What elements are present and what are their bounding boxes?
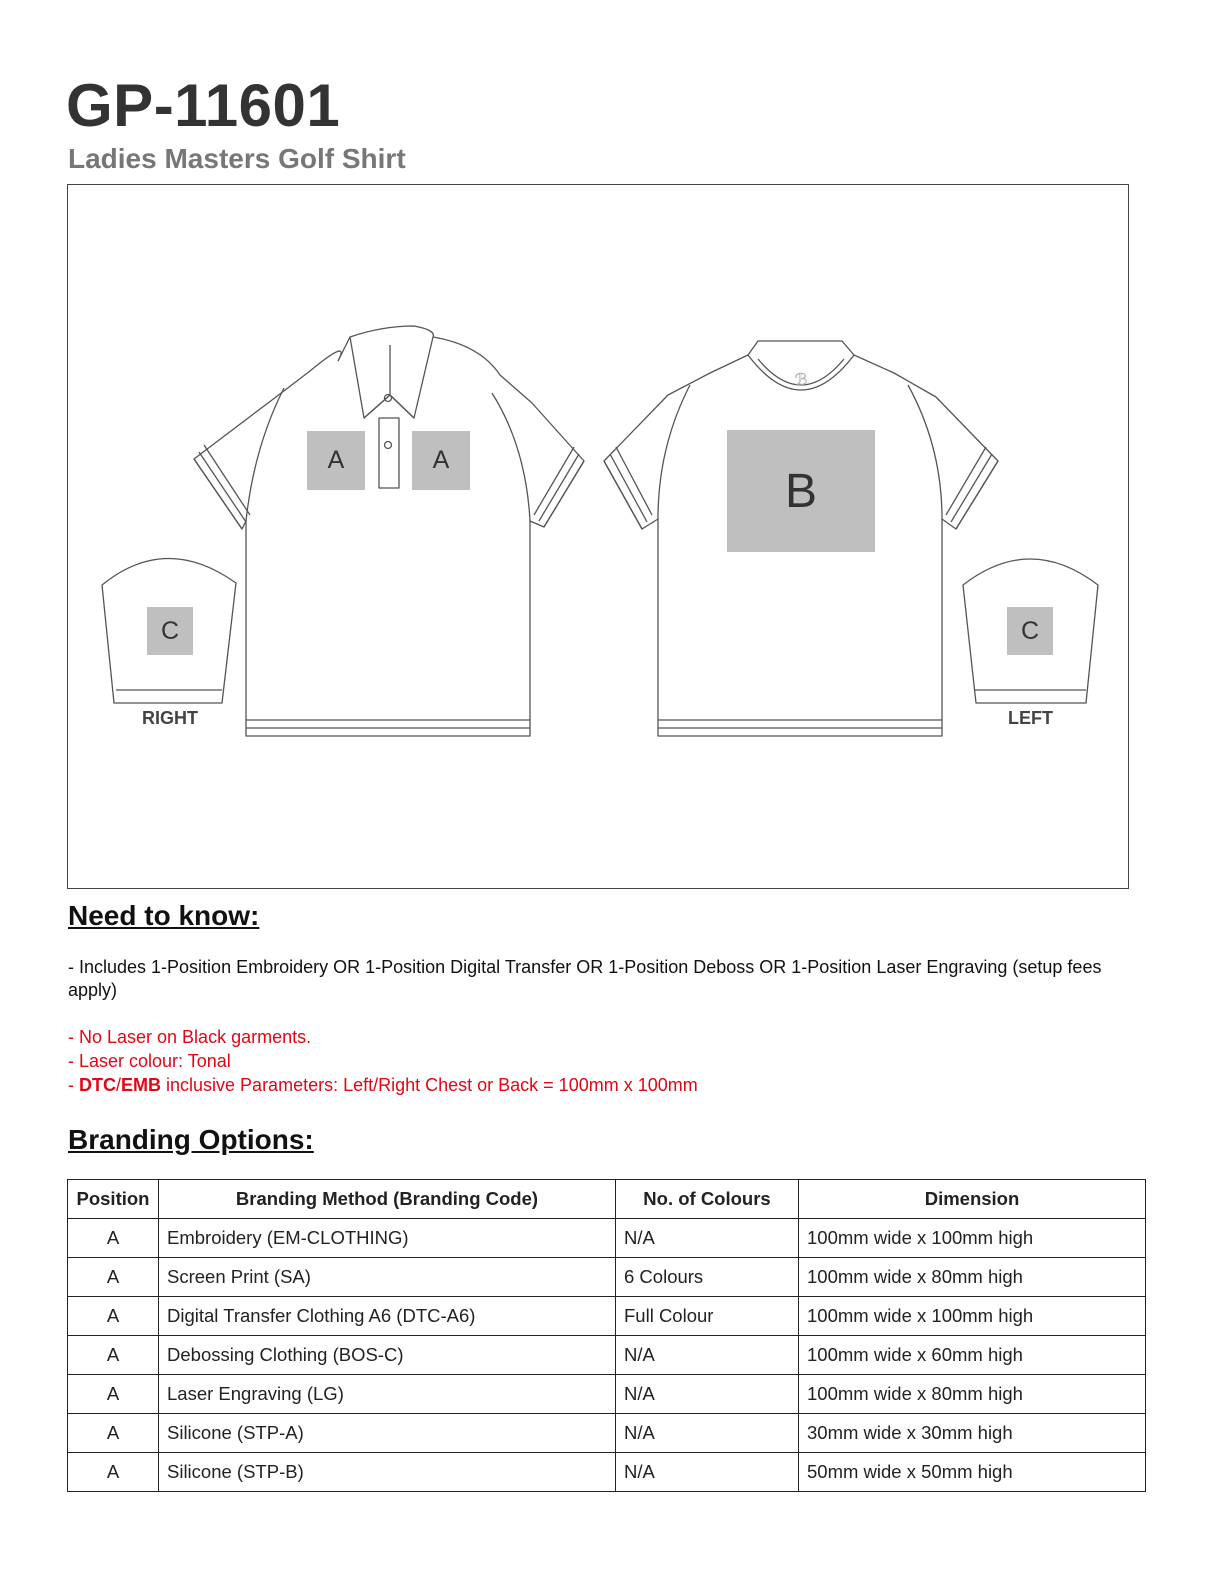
position-cell: A	[68, 1453, 159, 1492]
front-shirt	[194, 326, 584, 736]
branding-options-heading: Branding Options:	[68, 1124, 314, 1155]
garment-diagram	[67, 184, 1129, 889]
colours-cell: 6 Colours	[616, 1258, 799, 1297]
position-cell: A	[68, 1414, 159, 1453]
dimension-cell: 30mm wide x 30mm high	[799, 1414, 1146, 1453]
colours-cell: Full Colour	[616, 1297, 799, 1336]
product-name: Ladies Masters Golf Shirt	[68, 143, 406, 174]
table-row	[68, 1297, 1146, 1336]
table-row	[68, 1219, 1146, 1258]
parameters-emb: EMB	[121, 1075, 162, 1095]
method-cell: Embroidery (EM-CLOTHING)	[159, 1219, 616, 1258]
dimension-cell: 100mm wide x 80mm high	[799, 1375, 1146, 1414]
colours-cell: N/A	[616, 1414, 799, 1453]
method-cell: Digital Transfer Clothing A6 (DTC-A6)	[159, 1297, 616, 1336]
column-header: Branding Method (Branding Code)	[159, 1180, 616, 1219]
right-sleeve-label: RIGHT	[142, 708, 198, 728]
column-header: Dimension	[799, 1180, 1146, 1219]
colours-cell: N/A	[616, 1375, 799, 1414]
parameters-rest: inclusive Parameters: Left/Right Chest or Back = 100mm x 100mm	[161, 1075, 698, 1095]
zone-a-right-chest: A	[412, 431, 470, 490]
table-row	[68, 1375, 1146, 1414]
shirt-illustration	[68, 185, 1130, 890]
position-cell: A	[68, 1219, 159, 1258]
method-cell: Screen Print (SA)	[159, 1258, 616, 1297]
position-cell: A	[68, 1336, 159, 1375]
branding-options-table	[67, 1179, 1146, 1492]
dimension-cell: 50mm wide x 50mm high	[799, 1453, 1146, 1492]
parameters-dtc: DTC	[79, 1075, 116, 1095]
position-cell: A	[68, 1375, 159, 1414]
dimension-cell: 100mm wide x 100mm high	[799, 1297, 1146, 1336]
includes-note: - Includes 1-Position Embroidery OR 1-Position Digital Transfer OR 1-Position Deboss OR 1-Position Laser Engraving (setup fees apply)	[68, 957, 1102, 1000]
parameters-note	[68, 1074, 698, 1097]
svg-text:ℬ: ℬ	[794, 370, 808, 389]
table-row	[68, 1453, 1146, 1492]
table-row	[68, 1336, 1146, 1375]
table-header-row	[68, 1180, 1146, 1219]
dimension-cell: 100mm wide x 60mm high	[799, 1336, 1146, 1375]
zone-b-back: B	[727, 430, 875, 552]
need-to-know-heading: Need to know:	[68, 900, 260, 931]
column-header: No. of Colours	[616, 1180, 799, 1219]
product-code: GP-11601	[66, 72, 341, 139]
dimension-cell: 100mm wide x 80mm high	[799, 1258, 1146, 1297]
zone-c-left-sleeve: C	[1007, 607, 1053, 655]
method-cell: Laser Engraving (LG)	[159, 1375, 616, 1414]
table-row	[68, 1414, 1146, 1453]
parameters-prefix: -	[68, 1075, 79, 1095]
no-laser-note: - No Laser on Black garments.	[68, 1027, 312, 1047]
zone-a-left-chest: A	[307, 431, 365, 490]
colours-cell: N/A	[616, 1336, 799, 1375]
column-header: Position	[68, 1180, 159, 1219]
method-cell: Debossing Clothing (BOS-C)	[159, 1336, 616, 1375]
position-cell: A	[68, 1258, 159, 1297]
position-cell: A	[68, 1297, 159, 1336]
colours-cell: N/A	[616, 1453, 799, 1492]
zone-c-right-sleeve: C	[147, 607, 193, 655]
dimension-cell: 100mm wide x 100mm high	[799, 1219, 1146, 1258]
table-row	[68, 1258, 1146, 1297]
method-cell: Silicone (STP-A)	[159, 1414, 616, 1453]
method-cell: Silicone (STP-B)	[159, 1453, 616, 1492]
parameters-slash: /	[116, 1075, 122, 1095]
laser-colour-note: - Laser colour: Tonal	[68, 1051, 231, 1071]
left-sleeve-label: LEFT	[1008, 708, 1053, 728]
colours-cell: N/A	[616, 1219, 799, 1258]
